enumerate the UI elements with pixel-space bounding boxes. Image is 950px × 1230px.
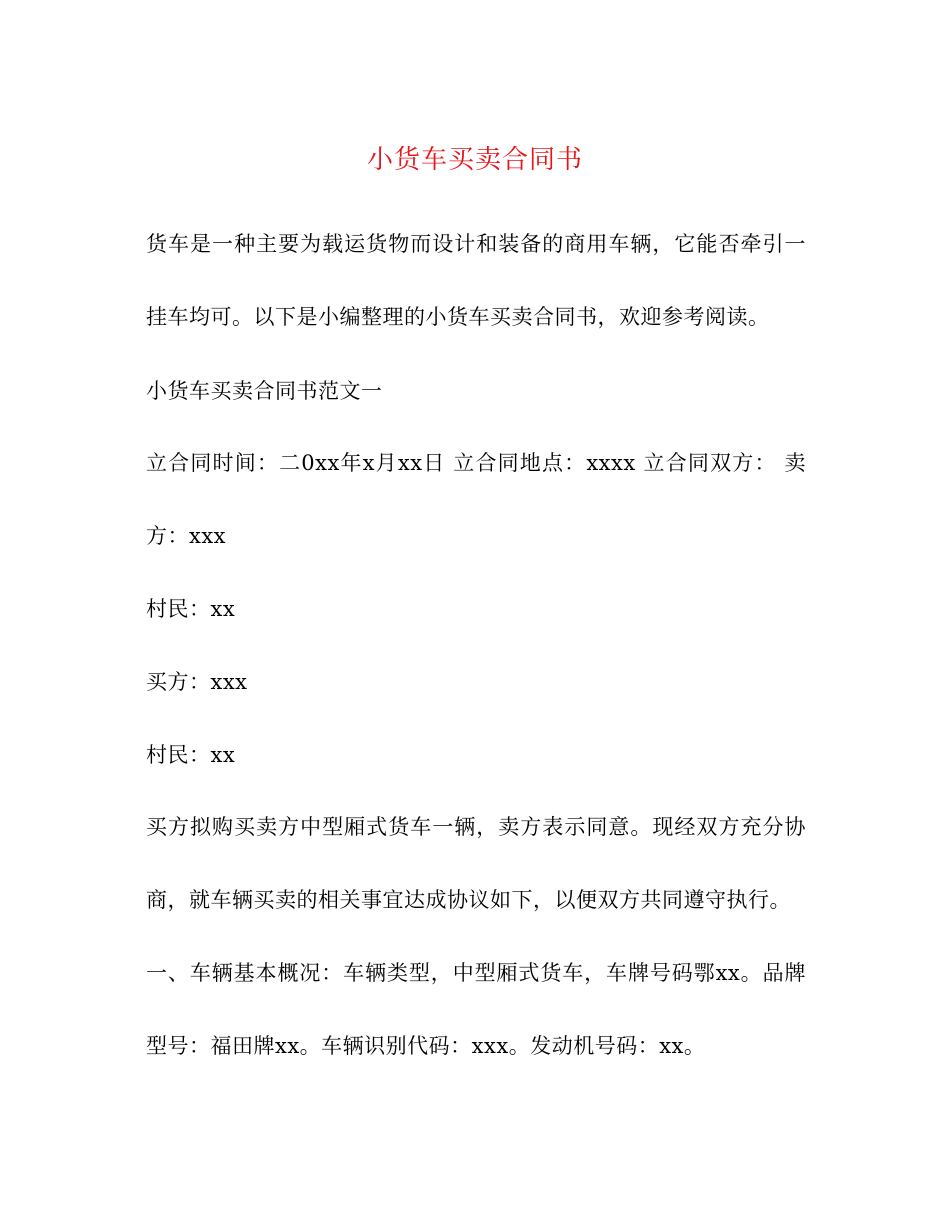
body-line: 买方拟购买卖方中型厢式货车一辆，卖方表示同意。现经双方充分协	[146, 815, 806, 839]
body-line: 挂车均可。以下是小编整理的小货车买卖合同书，欢迎参考阅读。	[146, 305, 770, 329]
section-heading: 小货车买卖合同书范文一	[146, 379, 383, 403]
body-line: 买方：xxx	[146, 670, 248, 694]
body-line: 商，就车辆买卖的相关事宜达成协议如下，以便双方共同遵守执行。	[146, 888, 791, 912]
body-line: 村民：xx	[146, 743, 236, 767]
body-line: 型号：福田牌xx。车辆识别代码：xxx。发动机号码：xx。	[146, 1034, 706, 1058]
body-line: 方：xxx	[146, 524, 227, 548]
body-line: 货车是一种主要为载运货物而设计和装备的商用车辆，它能否牵引一	[146, 232, 806, 256]
body-line: 一、车辆基本概况：车辆类型，中型厢式货车，车牌号码鄂xx。品牌	[146, 961, 806, 985]
document-title: 小货车买卖合同书	[366, 145, 583, 175]
body-line: 村民：xx	[146, 597, 236, 621]
body-line: 立合同时间：二0xx年x月xx日 立合同地点：xxxx 立合同双方： 卖	[146, 451, 806, 475]
